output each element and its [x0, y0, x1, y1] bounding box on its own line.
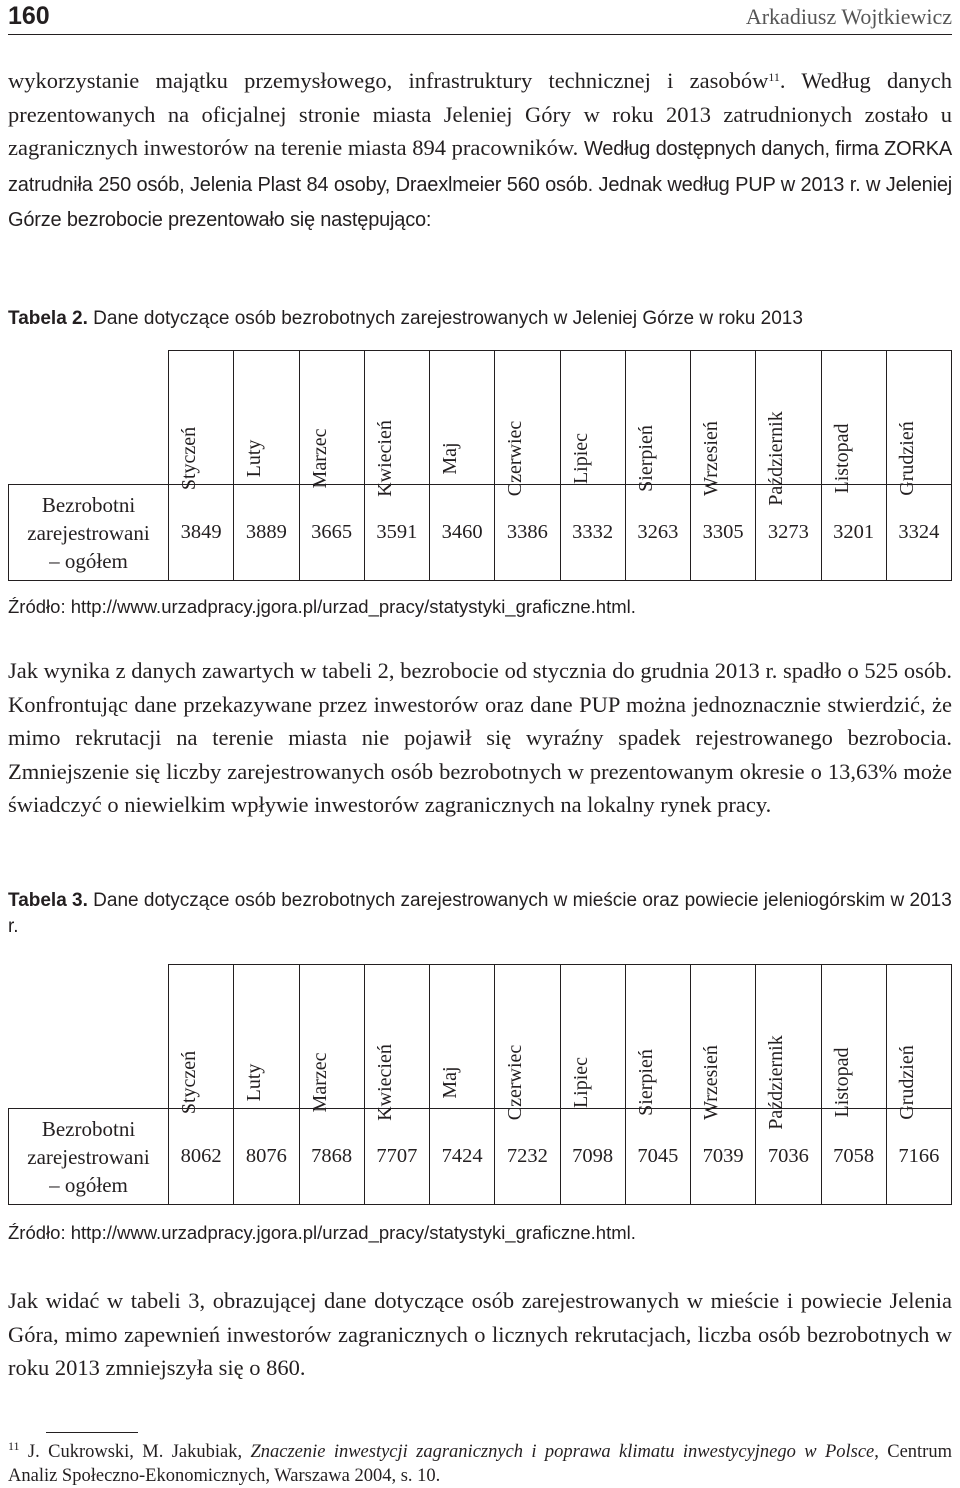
- table-3-value-cell: 8062: [169, 1109, 234, 1205]
- footnote-rule: [46, 1432, 138, 1433]
- table-3-month-label: Wrzesień: [700, 1045, 723, 1120]
- table-3-month-header: [886, 965, 951, 1120]
- footnote-title: Znaczenie inwestycji zagranicznych i poprawa klimatu inwestycyjnego w Polsce: [250, 1442, 875, 1462]
- table-3-label: Tabela 3.: [8, 890, 88, 911]
- table-3-month-header: [299, 965, 364, 1113]
- table-2-month-label: Październik: [765, 411, 788, 506]
- running-header: [8, 0, 952, 35]
- table-2-data-row: [9, 485, 952, 581]
- paragraph-2-text-b: Konfrontując dane przekazywane przez inwestorów oraz dane PUP można jednoznacznie stwierdzić, że mimo rekrutacji na terenie miasta nie pojawił się wyraźny spadek rejestrowanego bezrobocia. Zmniejszenie się liczby zarejestrowanych osób bezrobotnych w prezentowanym okresie o 13,63% może świadczyć o niewielkim wpływie inwestorów zagranicznych na lokalny rynek pracy.: [8, 691, 952, 817]
- table-2-month-label: Styczeń: [178, 426, 201, 491]
- running-author: Arkadiusz Wojtkiewicz: [745, 4, 952, 29]
- table-3-month-label: Czerwiec: [504, 1044, 527, 1121]
- table-2-month-label: Czerwiec: [504, 420, 527, 497]
- table-3-value-cell: 7039: [691, 1109, 756, 1205]
- paragraph-2: [8, 654, 952, 822]
- table-2-month-header: [821, 351, 886, 494]
- table-2-value-cell: 3849: [169, 485, 234, 581]
- table-2-month-label: Sierpień: [634, 425, 657, 492]
- table-3-month-label: Sierpień: [634, 1049, 657, 1116]
- table-3-value-cell: 7036: [756, 1109, 821, 1205]
- table-3-month-label: Maj: [439, 1066, 462, 1099]
- table-3: [8, 964, 952, 1205]
- table-2-caption-text: Dane dotyczące osób bezrobotnych zarejestrowanych w Jeleniej Górze w roku 2013: [87, 308, 803, 329]
- paragraph-1: [8, 64, 952, 238]
- table-2-value-cell: 3332: [560, 485, 625, 581]
- table-3-header-row: [9, 965, 952, 1109]
- table-3-month-label: Lipiec: [569, 1056, 592, 1109]
- table-3-month-header: [234, 965, 299, 1109]
- footnote-rest: , Centrum Analiz Społeczno-Ekonomicznych, Warszawa 2004, s. 10.: [8, 1442, 952, 1486]
- table-3-month-label: Luty: [243, 1063, 266, 1102]
- footnote-authors: J. Cukrowski, M. Jakubiak,: [19, 1442, 251, 1462]
- table-3-caption-text: Dane dotyczące osób bezrobotnych zarejestrowanych w mieście oraz powiecie jeleniogórskim w 2013 r.: [8, 890, 952, 937]
- table-2-month-header: [625, 351, 690, 492]
- table-2-month-header: [560, 351, 625, 485]
- table-3-caption: [8, 888, 952, 940]
- table-3-source: Źródło: http://www.urzadpracy.jgora.pl/urzad_pracy/statystyki_graficzne.html.: [8, 1222, 636, 1243]
- table-2-row-label-line: – ogółem: [49, 548, 128, 573]
- table-2-value-cell: 3665: [299, 485, 364, 581]
- table-2-row-label-line: zarejestrowani: [27, 520, 150, 545]
- table-2-month-label: Lipiec: [569, 432, 592, 485]
- table-3-month-header: [495, 965, 560, 1121]
- table-2-row-label: [9, 485, 169, 581]
- table-3-month-label: Listopad: [830, 1047, 853, 1118]
- table-3-month-header: [821, 965, 886, 1118]
- table-2-month-label: Kwiecień: [373, 420, 396, 497]
- paragraph-2-text-a: Jak wynika z danych zawartych w tabeli 2, bezrobocie od stycznia do grudnia 2013 r. spadło o 525 osób.: [8, 658, 952, 683]
- table-2-month-header: [299, 351, 364, 489]
- table-3-row-label-line: zarejestrowani: [27, 1144, 150, 1169]
- table-2-row-label-line: Bezrobotni: [41, 492, 136, 517]
- table-2-corner: [9, 351, 169, 485]
- table-3-value-cell: 7868: [299, 1109, 364, 1205]
- table-3-value-cell: 7707: [364, 1109, 429, 1205]
- table-3-month-label: Kwiecień: [373, 1044, 396, 1121]
- table-3-month-header: [691, 965, 756, 1120]
- table-3-month-header: [169, 965, 234, 1115]
- table-2-month-header: [169, 351, 234, 491]
- table-2-value-cell: 3889: [234, 485, 299, 581]
- paragraph-1-text-a: wykorzystanie majątku przemysłowego, infrastruktury technicznej i zasobów: [8, 68, 769, 93]
- table-2-month-label: Luty: [243, 439, 266, 478]
- table-3-month-header: [625, 965, 690, 1116]
- table-2: [8, 350, 952, 581]
- table-3-month-header: [756, 965, 821, 1130]
- table-3-row-label: [9, 1109, 169, 1205]
- table-3-month-header: [560, 965, 625, 1109]
- table-2-header-row: [9, 351, 952, 485]
- table-2-value-cell: 3324: [886, 485, 951, 581]
- table-2-value-cell: 3305: [691, 485, 756, 581]
- table-2-month-label: Listopad: [830, 423, 853, 494]
- table-2-month-label: Marzec: [308, 428, 331, 489]
- table-2-month-header: [234, 351, 299, 485]
- table-2-caption: [8, 306, 952, 332]
- table-3-value-cell: 7058: [821, 1109, 886, 1205]
- table-3-data-row: [9, 1109, 952, 1205]
- table-2-month-label: Grudzień: [895, 421, 918, 496]
- table-3-row-label-line: – ogółem: [49, 1172, 128, 1197]
- page-number: 160: [8, 2, 50, 30]
- table-2-month-header: [495, 351, 560, 497]
- table-2-month-header: [756, 351, 821, 506]
- table-2-source: Źródło: http://www.urzadpracy.jgora.pl/urzad_pracy/statystyki_graficzne.html.: [8, 596, 636, 617]
- table-3-month-label: Grudzień: [895, 1045, 918, 1120]
- table-2-value-cell: 3591: [364, 485, 429, 581]
- table-3-corner: [9, 965, 169, 1109]
- table-2-value-cell: 3460: [430, 485, 495, 581]
- table-3-value-cell: 7166: [886, 1109, 951, 1205]
- table-2-value-cell: 3386: [495, 485, 560, 581]
- table-2-month-header: [430, 351, 495, 485]
- table-2-month-label: Maj: [439, 442, 462, 475]
- footnote-ref: 11: [768, 70, 780, 84]
- footnote: [8, 1440, 952, 1488]
- table-3-value-cell: 7232: [495, 1109, 560, 1205]
- table-2-month-header: [691, 351, 756, 496]
- table-2-month-label: Wrzesień: [700, 421, 723, 496]
- table-3-value-cell: 7424: [430, 1109, 495, 1205]
- paragraph-1-text-b: . Według danych prezentowanych na oficjalnej stronie miasta Jeleniej Góry w roku 2013 zatrudnionych zostało u zagranicznych inwestorów na terenie miasta 894 pracowników.: [8, 68, 952, 160]
- table-2-value-cell: 3201: [821, 485, 886, 581]
- footnote-number: 11: [8, 1439, 20, 1453]
- table-3-value-cell: 7045: [625, 1109, 690, 1205]
- table-3-row-label-line: Bezrobotni: [41, 1116, 136, 1141]
- table-3-month-label: Październik: [765, 1035, 788, 1130]
- table-3-value-cell: 7098: [560, 1109, 625, 1205]
- table-3-month-label: Styczeń: [178, 1050, 201, 1115]
- table-2-month-header: [364, 351, 429, 497]
- table-2-value-cell: 3263: [625, 485, 690, 581]
- table-3-month-header: [364, 965, 429, 1121]
- table-3-value-cell: 8076: [234, 1109, 299, 1205]
- table-2-value-cell: 3273: [756, 485, 821, 581]
- table-3-month-header: [430, 965, 495, 1109]
- table-2-month-header: [886, 351, 951, 496]
- paragraph-1-text-c: Według dostępnych danych, firma ZORKA zatrudniła 250 osób, Jelenia Plast 84 osoby, Draexlmeier 560 osób. Jednak według PUP w 2013 r. w Jeleniej Górze bezrobocie prezentowało się następująco:: [8, 138, 953, 231]
- paragraph-3: Jak widać w tabeli 3, obrazującej dane dotyczące osób zarejestrowanych w mieście i powiecie Jelenia Góra, mimo zapewnień inwestorów zagranicznych o licznych rekrutacjach, liczba osób bezrobotnych w roku 2013 zmniejszyła się o 860.: [8, 1288, 952, 1380]
- table-2-label: Tabela 2.: [8, 308, 88, 329]
- table-3-month-label: Marzec: [308, 1052, 331, 1113]
